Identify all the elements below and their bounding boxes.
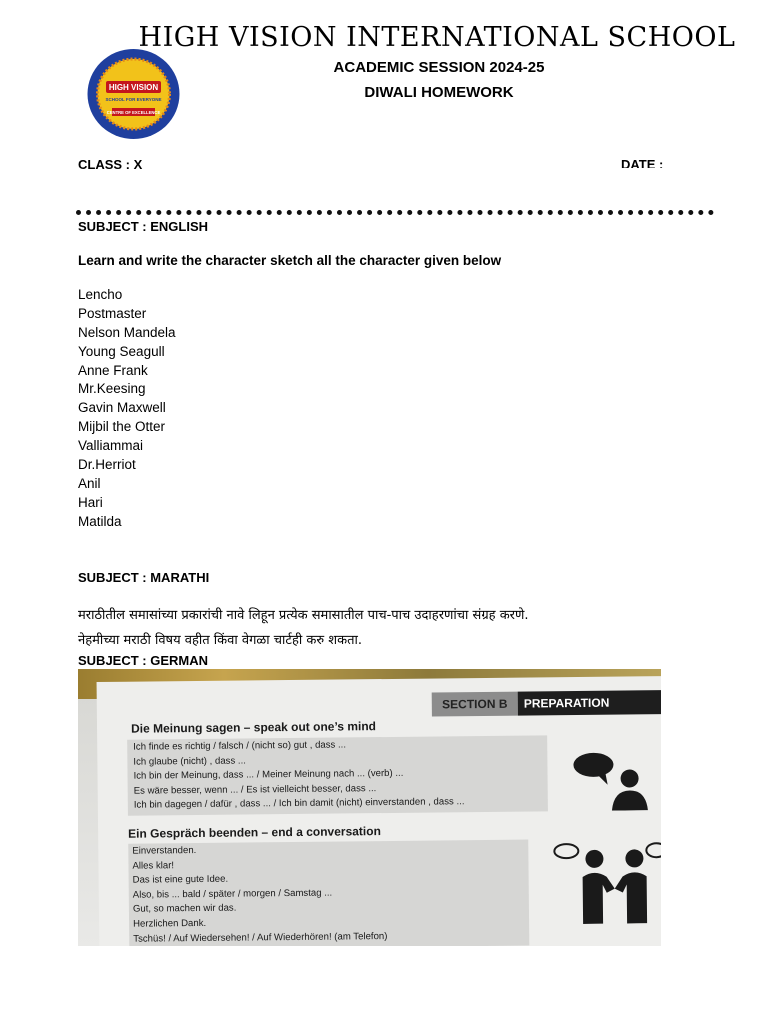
opinion-heading: Die Meinung sagen – speak out one’s mind [130, 719, 377, 736]
logo-text-name: HIGH VISION [108, 83, 159, 92]
list-item: Valliammai [78, 438, 144, 454]
list-item: Nelson Mandela [78, 324, 176, 340]
list-item: Ich bin der Meinung, dass ... / Meiner Meinung nach ... (verb) ... [133, 768, 404, 782]
list-item: Mr.Keesing [78, 381, 146, 397]
section-title: PREPARATION [518, 690, 661, 716]
section-tag [432, 690, 661, 717]
list-item: Tschüs! / Auf Wiedersehen! / Auf Wiederhören! (am Telefon) [133, 930, 388, 945]
end-conversation-heading: Ein Gespräch beenden – end a conversation [128, 824, 381, 841]
english-subject-heading: SUBJECT : ENGLISH [78, 219, 209, 234]
list-item: Anne Frank [78, 362, 148, 378]
list-item: Hari [78, 494, 103, 510]
end-conversation-phrases [132, 842, 387, 946]
list-item: Ich finde es richtig / falsch / (nicht so) gut , dass ... [133, 739, 347, 753]
textbook-page [97, 676, 661, 946]
speaking-person-icon [567, 748, 658, 811]
list-item: Herzlichen Dank. [133, 917, 207, 930]
list-item: Postmaster [78, 305, 147, 321]
section-label: SECTION B [432, 692, 518, 717]
list-item: Dr.Herriot [78, 457, 136, 473]
list-item: Ich glaube (nicht) , dass ... [133, 755, 246, 768]
list-item: Also, bis ... bald / später / morgen / Samstag ... [132, 887, 333, 901]
logo-text-excellence: CENTRE OF EXCELLENCE [106, 110, 161, 115]
character-list [78, 286, 176, 532]
marathi-instruction-line-2: नेहमीच्या मराठी विषय वहीत किंवा वेगळा चार्टही करु शकता. [78, 633, 362, 648]
list-item: Mijbil the Otter [78, 419, 166, 435]
opinion-phrases [133, 737, 464, 813]
list-item: Matilda [78, 513, 122, 529]
german-textbook-photo [78, 669, 661, 946]
german-subject-heading: SUBJECT : GERMAN [78, 653, 209, 668]
list-item: Young Seagull [78, 343, 165, 359]
english-instruction: Learn and write the character sketch all the character given below [78, 253, 502, 268]
list-item: Gavin Maxwell [78, 400, 166, 416]
list-item: Es wäre besser, wenn ... / Es ist vielleicht besser, dass ... [133, 782, 377, 797]
list-item: Einverstanden. [132, 845, 197, 857]
school-name: HIGH VISION INTERNATIONAL SCHOOL [138, 22, 736, 53]
logo-text-tagline: SCHOOL FOR EVERYONE [105, 97, 162, 102]
document-title: DIWALI HOMEWORK [364, 84, 514, 101]
list-item: Das ist eine gute Idee. [132, 873, 229, 886]
class-label: CLASS : X [78, 157, 143, 172]
academic-session: ACADEMIC SESSION 2024-25 [333, 59, 545, 76]
list-item: Alles klar! [132, 859, 175, 872]
date-label: DATE : [621, 157, 664, 168]
handshake-icon [546, 838, 661, 924]
marathi-subject-heading: SUBJECT : MARATHI [78, 570, 210, 585]
list-item: Gut, so machen wir das. [132, 902, 237, 916]
list-item: Anil [78, 475, 101, 491]
list-item: Lencho [78, 287, 123, 302]
school-logo [86, 48, 181, 140]
marathi-instruction-line-1: मराठीतील समासांच्या प्रकारांची नावे लिहून प्रत्येक समासातील पाच-पाच उदाहरणांचा संग्रह करणे. [78, 608, 529, 623]
list-item: Ich bin dagegen / dafür , dass ... / Ich bin damit (nicht) einverstanden , dass ... [133, 796, 465, 812]
